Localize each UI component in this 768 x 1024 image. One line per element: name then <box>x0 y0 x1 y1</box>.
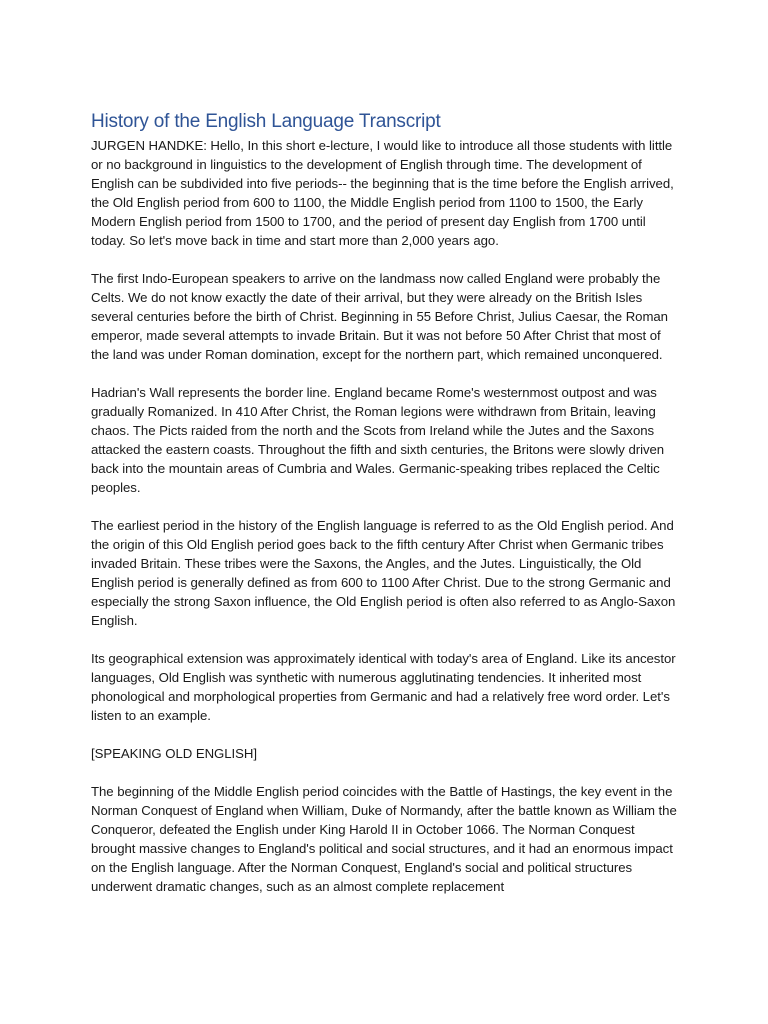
paragraph-intro: JURGEN HANDKE: Hello, In this short e-lecture, I would like to introduce all those students with little or no background in linguistics to the development of English through time. The development of English can be subdivided into five periods-- the beginning that is the time before the English arrived, the Old English period from 600 to 1100, the Middle English period from 1100 to 1500, the Early Modern English period from 1500 to 1700, and the period of present day English from 1700 until today. So let's move back in time and start more than 2,000 years ago. <box>91 138 674 248</box>
paragraph-middle-english: The beginning of the Middle English period coincides with the Battle of Hastings, the key event in the Norman Conquest of England when William, Duke of Normandy, after the battle known as William the Conqueror, defeated the English under King Harold II in October 1066. The Norman Conquest brought massive changes to England's political and social structures, and it had an enormous impact on the English language. After the Norman Conquest, England's social and political structures underwent dramatic changes, such as an almost complete replacement <box>91 784 677 894</box>
document-title: History of the English Language Transcript <box>91 111 441 132</box>
paragraph-celts: The first Indo-European speakers to arrive on the landmass now called England were probably the Celts. We do not know exactly the date of their arrival, but they were already on the British Isles several centuries before the birth of Christ. Beginning in 55 Before Christ, Julius Caesar, the Roman emperor, made several attempts to invade Britain. But it was not before 50 After Christ that most of the land was under Roman domination, except for the northern part, which remained unconquered. <box>91 271 668 362</box>
paragraph-hadrians-wall: Hadrian's Wall represents the border line. England became Rome's westernmost outpost and was gradually Romanized. In 410 After Christ, the Roman legions were withdrawn from Britain, leaving chaos. The Picts raided from the north and the Scots from Ireland while the Jutes and the Saxons attacked the eastern coasts. Throughout the fifth and sixth centuries, the Britons were slowly driven back into the mountain areas of Cumbria and Wales. Germanic-speaking tribes replaced the Celtic peoples. <box>91 385 665 495</box>
paragraph-old-english: The earliest period in the history of the English language is referred to as the Old English period. And the origin of this Old English period goes back to the fifth century After Christ when Germanic tribes invaded Britain. These tribes were the Saxons, the Angles, and the Jutes. Linguistically, the Old English period is generally defined as from 600 to 1100 After Christ. Due to the strong Germanic and especially the strong Saxon influence, the Old English period is often also referred to as Anglo-Saxon English. <box>91 518 676 628</box>
paragraph-speaking-note: [SPEAKING OLD ENGLISH] <box>91 746 257 761</box>
paragraph-geography: Its geographical extension was approximately identical with today's area of England. Like its ancestor languages, Old English was synthetic with numerous agglutinating tendencies. It inherited most phonological and morphological properties from Germanic and had a relatively free word order. Let's listen to an example. <box>91 651 676 723</box>
